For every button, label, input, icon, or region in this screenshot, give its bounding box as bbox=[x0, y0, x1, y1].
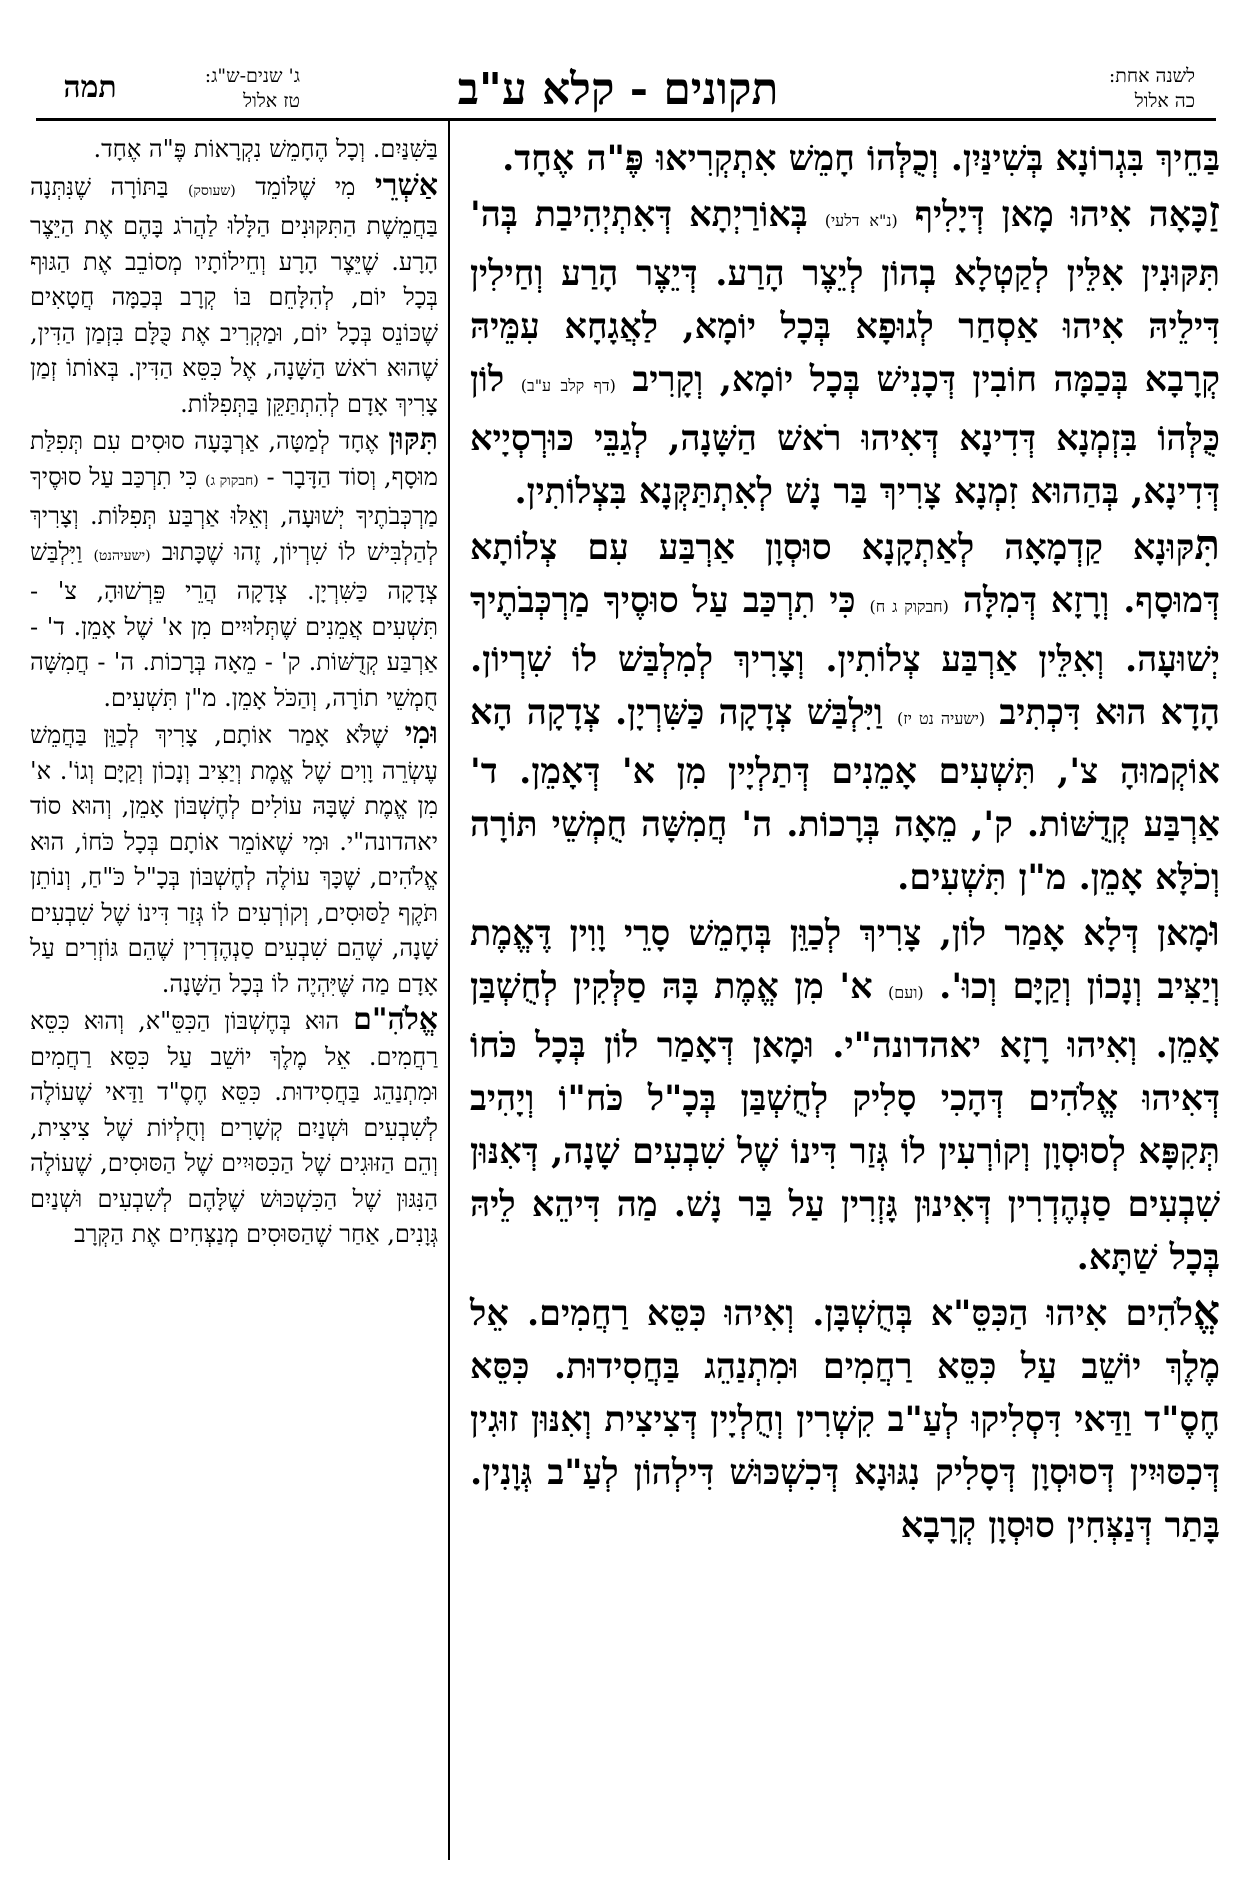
opening-word: תִּ bbox=[1194, 520, 1220, 569]
source-reference: (חבקוק ג ח) bbox=[869, 597, 949, 616]
page-title: תקונים - קלא ע"ב bbox=[457, 64, 779, 115]
page-number: תמה bbox=[63, 70, 117, 105]
opening-word: אַשְׁרֵי bbox=[374, 167, 439, 203]
main-text-span: מָאן דְּלָא אָמַר לוֹן, צָרִיךְ לְכַוֵּן בְּחָמֵשׁ סָרֵי וָוִין דֶּאֱמֶת וְיַצִּיב וְנָכוֹן וְקַיָּם וְכוּ'. bbox=[470, 913, 1221, 1007]
commentary-paragraph-3 bbox=[30, 422, 438, 716]
header-schedule-label: לשנה אחת: bbox=[1108, 65, 1195, 87]
main-text-span: כִּי תִרְכַּב עַל סוּסֶיךָ מַרְכְּבֹתֶיךָ יְשׁוּעָה. וְאִלֵּין אַרְבַּע צְלוֹתִין. וְצָרִיךְ לְמִלְבַּשׁ לוֹ שִׁרְיוֹן. הָדָא הוּא דִּכְתִיב bbox=[470, 580, 1220, 733]
main-text-span: קּוּנָא קַדְמָאָה לְאַתְקָנָא סוּסְוָן אַרְבַּע עִם צְלוֹתָא דְּמוּסָף. וְרָזָא דְּמִלָּה bbox=[470, 527, 1221, 621]
opening-word: תִּקּוּן bbox=[388, 422, 438, 457]
commentary-text-span: כִּי תִרְכַּב עַל סוּסֶיךָ מַרְכְּבֹתֶיךָ יְשׁוּעָה, וְאֵלּוּ אַרְבַּע תְּפִלּוֹת. וְצָרִיךְ לְהַלְבִּישׁ לוֹ שִׁרְיוֹן, זֶהוּ שֶׁכָּתוּב bbox=[30, 462, 438, 566]
main-text-span: כָּאָה אִיהוּ מָאן דְּיָלִיף bbox=[914, 194, 1209, 235]
main-paragraph-3 bbox=[470, 518, 1220, 904]
header-left-info bbox=[150, 64, 300, 114]
commentary-paragraph-2 bbox=[30, 168, 438, 423]
main-paragraph-1: בַּחֵיךְ בִּגְרוֹנָא בְּשִׁינַּיִן. וְכֻלְּהוֹ חָמֵשׁ אִתְקְרִיאוּ פֶּ"ה אֶחָד. bbox=[502, 138, 1220, 179]
commentary-text-span: הוּא בְּחֶשְׁבּוֹן הַכִּסֵּ"א, וְהוּא כִּסֵּא רַחֲמִים. אֵל מֶלֶךְ יוֹשֵׁב עַל כִּסֵּא רַחֲמִים וּמִתְנַהֵג בַּחֲסִידוּת. כִּסֵּא חֶסֶ"ד וַדַּאי שֶׁעוֹלֶה לְשִׁבְעִים וּשְׁנַיִם קְשָׁרִים וְחֻלְיוֹת שֶׁל צִיצִית, וְהֵם הַזּוּגִים שֶׁל הַכִּסּוּיִים שֶׁל הַסּוּסִים, שֶׁעוֹלֶה הַנִּגּוּן שֶׁל הַכִּשְׁכּוּשׁ שֶׁלָּהֶם לְשִׁבְעִים וּשְׁנַיִם גְּוָנִים, אַחַר שֶׁהַסּוּסִים מְנַצְּחִים אֶת הַקְּרָב bbox=[30, 1007, 438, 1248]
header-schedule-date: כה אלול bbox=[1134, 90, 1195, 112]
commentary-paragraph-4 bbox=[30, 716, 438, 1002]
main-paragraph-2 bbox=[470, 185, 1220, 518]
main-paragraph-4 bbox=[470, 904, 1220, 1284]
commentary-text-span: מִי שֶׁלּוֹמֵד bbox=[255, 172, 356, 201]
opening-word: אֱ bbox=[1193, 1286, 1220, 1335]
variant-reference: (שעוסק) bbox=[187, 182, 236, 199]
opening-word: וּ bbox=[1209, 906, 1220, 955]
source-reference: (חבקוק ג) bbox=[205, 472, 259, 489]
main-text-span: בְּאוֹרַיְתָא דְּאִתְיְהִיבַת בְּה' תִּקּוּנִין אִלֵּין לְקַטְלָא בְהוֹן לְיֵצֶר הָרַע. דְּיֵצֶר הָרַע וְחַילִין דִּילֵיהּ אִיהוּ אַסְחַר לְגוּפָא בְּכָל יוֹמָא, לַאֲגָחָא עִמֵּיהּ קְרָבָא בְּכַמָּה חוֹבִין דְּכָנִישׁ בְּכָל יוֹמָא, וְקָרִיב bbox=[470, 194, 1221, 400]
commentary-paragraph-5 bbox=[30, 1002, 438, 1253]
header-cycle-date: טז אלול bbox=[243, 90, 300, 112]
opening-word: וּמִי bbox=[404, 716, 438, 751]
commentary-text-span: שֶׁלֹּא אָמַר אוֹתָם, צָרִיךְ לְכַוֵּן בַּחֲמֵשׁ עֶשְׂרֵה וָוִים שֶׁל אֱמֶת וְיַצִּיב וְנָכוֹן וְקַיָּם וְגוֹ'. א' מִן אֱמֶת שֶׁבָּהּ עוֹלִים לְחֶשְׁבּוֹן אָמֵן, וְהוּא סוֹד יאהדונה"י. וּמִי שֶׁאוֹמֵר אוֹתָם בְּכָל כֹּחוֹ, הוּא אֱלֹהִים, שֶׁכָּךְ עוֹלֶה לְחֶשְׁבּוֹן בְּכָ"ל כֹּ"חַ, וְנוֹתֵן תֹּקֶף לַסּוּסִים, וְקוֹרְעִים לוֹ גְּזַר דִּינוֹ שֶׁל שִׁבְעִים שָׁנָה, שֶׁהֵם שִׁבְעִים סַנְהֶדְרִין שֶׁהֵם גּוֹזְרִים עַל אָדָם מַה שֶּׁיִּהְיֶה לוֹ בְּכָל הַשָּׁנָה. bbox=[30, 721, 438, 998]
main-text-span: לֹהִים אִיהוּ הַכִּסֵּ"א בְּחֻשְׁבָּן. וְאִיהוּ כִּסֵּא רַחֲמִים. אֵל מֶלֶךְ יוֹשֵׁב עַל כִּסֵּא רַחֲמִים וּמִתְנַהֵג בַּחֲסִידוּת. כִּסֵּא חֶסֶ"ד וַדַּאי דִּסְלִיקוּ לְעַ"ב קִשְׁרִין וְחֻלְיָין דְּצִיצִית וְאִנּוּן זוּגִין דְּכִסּוּיִין דְּסוּסְוָן דְּסָלִיק נִגּוּנָא דְּכִשְׁכּוּשׁ דִּילְהוֹן לְעַ"ב גְּוָנִין. בָּתַר דְּנַצְּחִין סוּסְוָן קְרָבָא bbox=[470, 1293, 1220, 1546]
commentary-text-span: אֶחָד לְמַטָּה, אַרְבָּעָה סוּסִים עִם תְּפִלַּת מוּסָף, וְסוֹד הַדָּבָר - bbox=[30, 427, 439, 491]
header-cycle-label: ג' שנים-ש"ג: bbox=[204, 65, 300, 87]
column-divider bbox=[448, 120, 450, 1860]
main-text-span: וַיִּלְבַּשׁ צְדָקָה כַּשִּׁרְיָן. צְדָקָה הָא אוֹקְמוּהָ צ', תִּשְׁעִים אָמֵנִים דְּתַלְיָין מִן א' דְּאָמֵן. ד' אַרְבַּע קְדֻשּׁוֹת. ק', מֵאָה בְּרָכוֹת. ה' חֲמִשָּׁה חֻמְשֵׁי תּוֹרָה וְכֹלָּא אָמֵן. מ"ן תִּשְׁעִים. bbox=[470, 692, 1220, 898]
header-divider bbox=[36, 118, 1216, 121]
commentary-paragraph-1: בַּשִּׁנַּיִם. וְכָל הֶחָמֵשׁ נִקְרָאוֹת פֶּ"ה אֶחָד. bbox=[93, 135, 438, 163]
opening-word: זַ bbox=[1208, 187, 1221, 236]
commentary-text-span: וַיִּלְבַּשׁ צְדָקָה כַּשִּׁרְיָן. צְדָקָה הֲרֵי פֵּרְשׁוּהָ, צ' - תִּשְׁעִים אֲמֵנִים שֶׁתְּלוּיִים מִן א' שֶׁל אָמֵן. ד' - אַרְבַּע קְדֻשּׁוֹת. ק' - מֵאָה בְּרָכוֹת. ה' - חֲמִשָּׁה חֻמְשֵׁי תוֹרָה, וְהַכֹּל אָמֵן. מ"ן תִּשְׁעִים. bbox=[30, 537, 438, 712]
commentary-column bbox=[30, 132, 438, 1253]
main-text-span: לוֹן כֻּלְּהוֹ בִּזְמְנָא דְּדִינָא דְּאִיהוּ רֹאשׁ הַשָּׁנָה, לְגַבֵּי כּוּרְסְיָיא דְּדִינָא, בְּהַהוּא זִמְנָא צָרִיךְ בַּר נָשׁ לְאִתְתַּקְּנָא בִּצְלוֹתִין. bbox=[470, 359, 1220, 512]
main-text-span: א' מִן אֱמֶת בָּהּ סַלְּקִין לְחֻשְׁבַּן אָמֵן. וְאִיהוּ רָזָא יאהדונה"י. וּמָאן דְּאָמַר לוֹן בְּכָל כֹּחוֹ דְּאִיהוּ אֱלֹהִים דְּהָכִי סָלִיק לְחֻשְׁבַּן בְּכָ"ל כֹּח"וֹ וְיָהִיב תְּקִפָּא לְסוּסְוָן וְקוֹרְעִין לוֹ גְּזַר דִּינוֹ שֶׁל שִׁבְעִים שָׁנָה, דְּאִנּוּן שִׁבְעִים סַנְהֶדְרִין דְּאִינוּן גָּזְרִין עַל בַּר נָשׁ. מַה דִּיהֵא לֵיהּ בְּכָל שַׁתָּא. bbox=[470, 966, 1220, 1278]
opening-word: אֱלֹהִ"ם bbox=[353, 1002, 438, 1037]
source-reference: (ישעיה נט יז) bbox=[897, 709, 986, 728]
source-reference: (ועם) bbox=[888, 983, 924, 1002]
main-text-column bbox=[470, 132, 1220, 1552]
source-reference: (ישעיהנט) bbox=[93, 547, 151, 564]
page-reference: (דף קלב ע"ב) bbox=[520, 376, 616, 395]
header-right-info bbox=[1045, 64, 1195, 114]
commentary-text-span: בַּתּוֹרָה שֶׁנִּתְּנָה בַּחֲמֵשֶׁת הַתִּקּוּנִים הַלָּלוּ לַהֲרֹג בָּהֶם אֶת הַיֵּצֶר הָרָע. שֶׁיֵּצֶר הָרָע וְחֵילוֹתָיו מְסוֹבֵב אֶת הַגּוּף בְּכָל יוֹם, לְהִלָּחֵם בּוֹ קְרָב בְּכַמָּה חֲטָאִים שֶׁכּוֹנֵס בְּכָל יוֹם, וּמַקְרִיב אֶת כֻּלָּם בִּזְמַן הַדִּין, שֶׁהוּא רֹאשׁ הַשָּׁנָה, אֶל כִּסֵּא הַדִּין. בְּאוֹתוֹ זְמַן צָרִיךְ אָדָם לְהִתְתַּקֵּן בַּתְּפִלּוֹת. bbox=[30, 172, 438, 418]
source-reference: (נ"א דלעי) bbox=[824, 211, 898, 230]
main-paragraph-5 bbox=[470, 1284, 1220, 1552]
